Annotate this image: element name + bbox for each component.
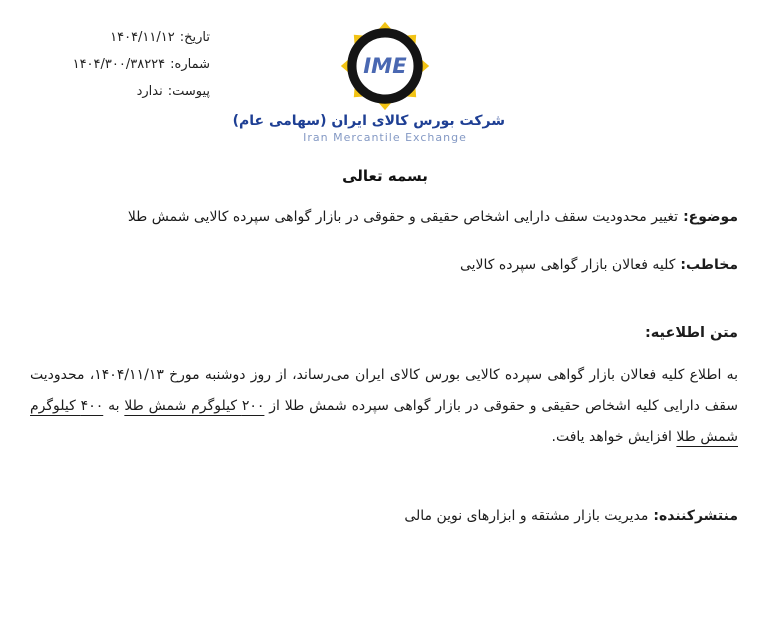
meta-date-label: تاریخ: [179, 30, 210, 45]
meta-date-row [38, 24, 210, 51]
meta-attachment-row [38, 78, 210, 105]
notice-body [30, 360, 738, 453]
ime-logo-block [232, 20, 505, 144]
subject-label: موضوع: [683, 209, 738, 225]
addressee-label: مخاطب: [680, 257, 738, 273]
publisher-label: منتشرکننده: [653, 508, 738, 524]
org-name-en: Iran Mercantile Exchange [303, 131, 467, 144]
meta-number-label: شماره: [170, 57, 210, 72]
meta-number-row [38, 51, 210, 78]
logo-monogram: IME [363, 52, 407, 78]
meta-number-value: ۱۴۰۴/۳۰۰/۳۸۲۲۴ [72, 57, 166, 72]
subject-text: تغییر محدودیت سقف دارایی اشخاص حقیقی و حقوقی در بازار گواهی سپرده کالایی شمش طلا [127, 209, 679, 225]
meta-attachment-value: ندارد [136, 84, 163, 99]
notice-heading: متن اطلاعیه: [644, 325, 738, 341]
publisher-row [32, 508, 738, 524]
ime-logo-icon [339, 20, 431, 112]
underlined-value-200kg: ۲۰۰ کیلوگرم شمش طلا [124, 398, 265, 414]
meta-attachment-label: پیوست: [167, 84, 210, 99]
org-name-fa: شرکت بورس کالای ایران (سهامی عام) [232, 113, 505, 129]
body-text-part1: به اطلاع کلیه فعالان بازار گواهی سپرده کالایی بورس کالای ایران می‌رساند، از روز دوشنبه مورخ ۱۴۰۴/۱۱/۱۳، محدودیت سقف دارایی کلیه اشخاص حقیقی و حقوقی در بازار گواهی سپرده شمش طلا از [30, 367, 739, 414]
body-text-part2: به [103, 398, 125, 414]
letter-meta-block [38, 24, 210, 105]
addressee-row [32, 257, 738, 273]
underlined-value-400kg: ۴۰۰ کیلوگرم شمش طلا [30, 398, 738, 445]
meta-date-value: ۱۴۰۴/۱۱/۱۲ [110, 30, 175, 45]
addressee-text: کلیه فعالان بازار گواهی سپرده کالایی [459, 257, 676, 273]
body-text-part3: افزایش خواهد یافت. [551, 429, 677, 445]
publisher-text: مدیریت بازار مشتقه و ابزارهای نوین مالی [404, 508, 649, 524]
subject-row [32, 209, 738, 225]
bismillah-heading: بسمه تعالی [342, 167, 428, 185]
